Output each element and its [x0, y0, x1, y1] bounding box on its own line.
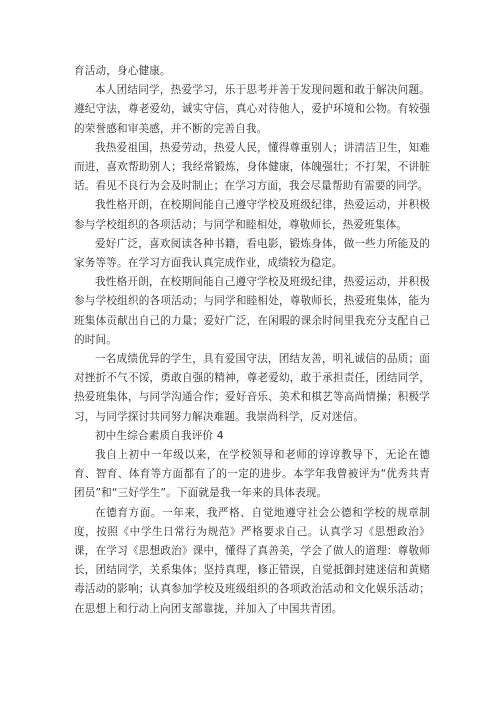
paragraph-unity: 本人团结同学，热爱学习，乐于思考并善于发现问题和敢于解决问题。遵纪守法，尊老爱幼，诚实守信，真心对待他人，爱护环境和公物。有较强的荣誉感和审美感，并不断的完善自我。: [74, 84, 430, 135]
paragraph-hobbies: 爱好广泛，喜欢阅读各种书籍，看电影，锻炼身体，做一些力所能及的家务等等。在学习方面我认真完成作业，成绩较为稳定。: [74, 237, 430, 270]
paragraph-moral-education: 在德育方面。一年来，我严格、自觉地遵守社会公德和学校的规章制度，按照《中学生日常行为规范》严格要求自己。认真学习《思想政治》课，在学习《思想政治》课中，懂得了真善美，学会了做人的道理：尊敬师长，团结同学，关系集体；坚持真理，修正错误，自觉抵御封建迷信和黄赌毒活动的影响；认真参加学校及班级组织的各项政治活动和文化娱乐活动；在思想上和行动上向团支部靠拢，并加入了中国共青团。: [74, 506, 430, 615]
paragraph-patriotism: 我热爱祖国，热爱劳动，热爱人民，懂得尊重别人；讲清洁卫生，知难而进，喜欢帮助别人；我经常锻炼，身体健康，体魄强壮；不打架，不讲脏话。看见不良行为会及时制止；在学习方面，我会尽量帮助有需要的同学。: [74, 141, 430, 193]
paragraph-personality-2: 我性格开朗，在校期间能自己遵守学校及班级纪律，热爱运动，并积极参与学校组织的各项活动；与同学和睦相处，尊敬师长，热爱班集体，能为班集体贡献出自己的力量；爱好广泛，在闲暇的课余时间里我充分支配自己的时间。: [74, 276, 430, 346]
document-body: [74, 62, 430, 619]
paragraph-health: 育活动，身心健康。: [74, 65, 171, 77]
paragraph-excellent-student: 一名成绩优异的学生，具有爱国守法，团结友善，明礼诚信的品质；面对挫折不气不馁，勇敢自强的精神，尊老爱幼，敢于承担责任，团结同学，热爱班集体，与同学沟通合作；爱好音乐、美术和棋艺等高尚情操；积极学习，与同学探讨共同努力解决难题。我崇尚科学，反对迷信。: [74, 353, 430, 423]
paragraph-personality: 我性格开朗，在校期间能自己遵守学校及班级纪律，热爱运动，并积极参与学校组织的各项活动；与同学和睦相处，尊敬师长，热爱班集体。: [74, 199, 430, 231]
paragraph-junior-high-intro: 我自上初中一年级以来，在学校领导和老师的谆谆教导下，无论在德育、智育、体育等方面都有了的一定的进步。本学年我曾被评为“优秀共青团员”和“三好学生”。下面就是我一年来的具体表现。: [74, 449, 430, 500]
section-heading: 初中生综合素质自我评价 4: [95, 429, 224, 442]
